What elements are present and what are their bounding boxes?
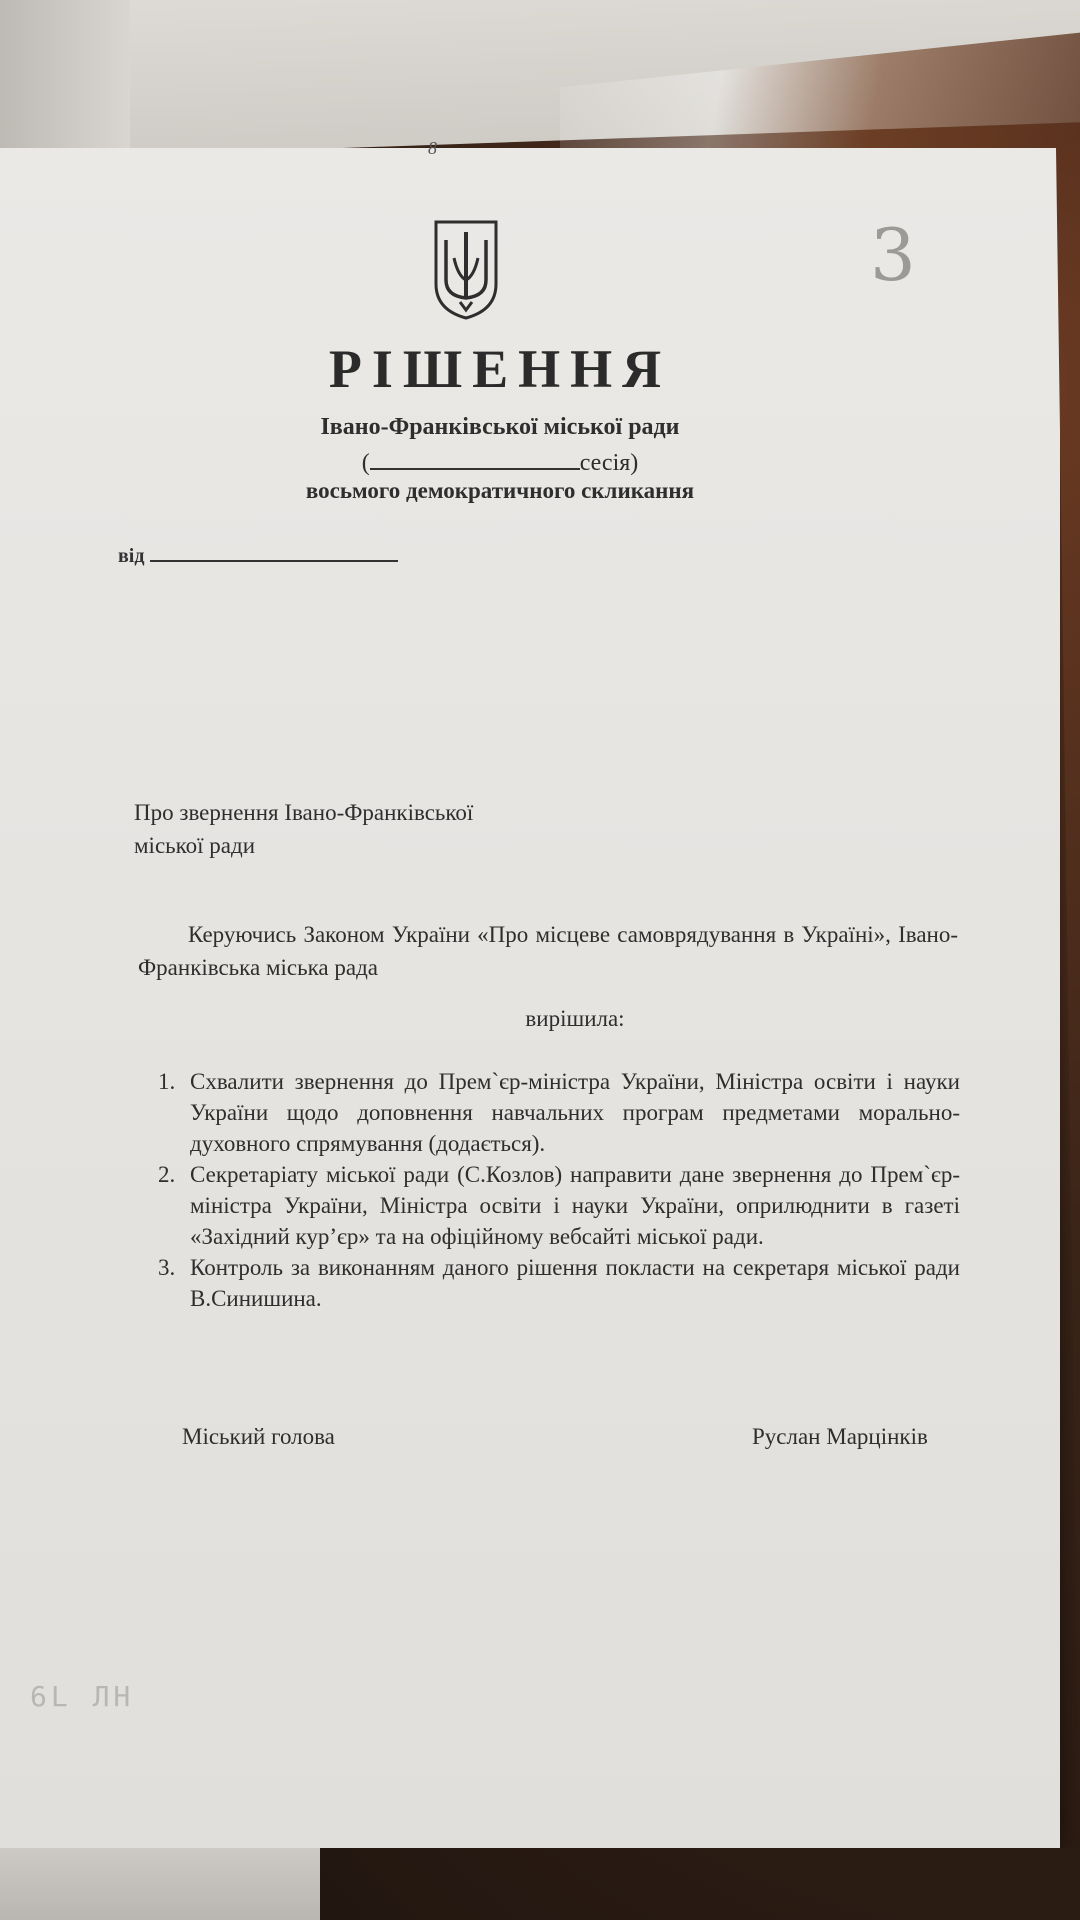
item-number: 1.	[158, 1069, 176, 1094]
item-text: Контроль за виконанням даного рішення покласти на секретаря міської ради В.Синишина.	[190, 1255, 960, 1311]
decision-items	[158, 1066, 960, 1314]
subject-line-2: міської ради	[134, 833, 256, 858]
underlying-paper-edge	[0, 0, 130, 160]
item-text: Секретаріату міської ради (С.Козлов) направити дане звернення до Прем`єр-міністра України, Міністра освіти і науки України, оприлюднити в газеті «Західний кур’єр» та на офіційному вебсайті міської ради.	[190, 1162, 960, 1249]
faint-stamp: 6L ЛН	[30, 1680, 135, 1713]
signatory-name: Руслан Марцінків	[752, 1424, 928, 1449]
pencil-mark: 3	[870, 213, 916, 297]
session-label: сесія)	[579, 450, 639, 476]
session-open: (	[361, 450, 370, 476]
bottom-paper	[0, 1840, 320, 1920]
session-blank	[370, 446, 580, 470]
decided-label: вирішила:	[525, 1006, 625, 1031]
date-blank	[150, 542, 398, 562]
signatory-position: Міський голова	[182, 1424, 335, 1449]
subject	[134, 796, 634, 862]
page-number: 8	[428, 138, 437, 158]
item-number: 3.	[158, 1255, 176, 1280]
date-row	[118, 542, 398, 568]
item-number: 2.	[158, 1162, 176, 1187]
document-sheet	[0, 148, 1060, 1848]
document-title: РІШЕННЯ	[328, 339, 672, 399]
council-name: Івано-Франківської міської ради	[320, 414, 680, 440]
trident-icon	[432, 218, 500, 322]
list-item	[158, 1066, 960, 1159]
item-text: Схвалити звернення до Прем`єр-міністра України, Міністра освіти і науки України щодо доповнення навчальних програм предметами морально-духовного спрямування (додається).	[190, 1069, 960, 1156]
list-item	[158, 1159, 960, 1252]
date-label: від	[118, 545, 145, 567]
preamble: Керуючись Законом України «Про місцеве самоврядування в Україні», Івано-Франківська міська рада	[138, 922, 958, 980]
session-line	[0, 446, 1000, 477]
list-item	[158, 1252, 960, 1314]
subject-line-1: Про звернення Івано-Франківської	[134, 800, 474, 825]
convocation: восьмого демократичного скликання	[305, 478, 695, 503]
